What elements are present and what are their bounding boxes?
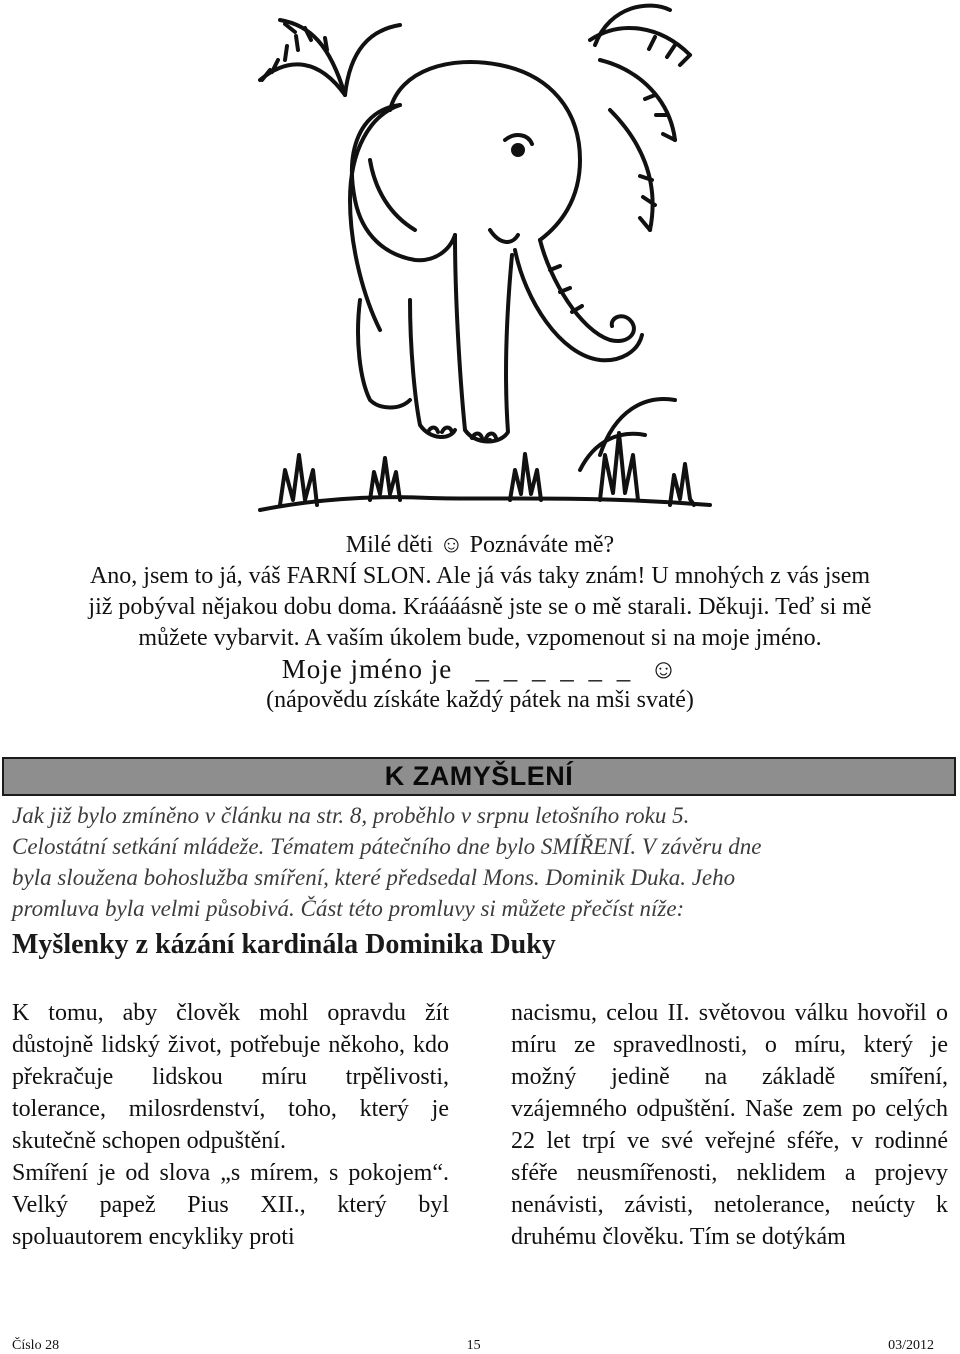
intro-block [0, 530, 960, 716]
intro-line-2: již pobýval nějakou dobu doma. Kráááásně jste se o mě starali. Děkuji. Teď si mě [88, 594, 872, 620]
intro-line-1: Ano, jsem to já, váš FARNÍ SLON. Ale já vás taky znám! U mnohých z vás jsem [89, 563, 871, 589]
section-intro-line: Celostátní setkání mládeže. Tématem pátečního dne bylo SMÍŘENÍ. V závěru dne [12, 834, 762, 859]
palm-tree-left [260, 20, 400, 95]
section-intro-line: byla sloužena bohoslužba smíření, které předsedal Mons. Dominik Duka. Jeho [12, 865, 736, 890]
name-prefix: Moje jméno je [281, 654, 453, 684]
section-intro-line: promluva byla velmi působivá. Část této promluvy si můžete přečíst níže: [12, 896, 685, 921]
hint: (nápovědu získáte každý pátek na mši svaté) [266, 687, 694, 713]
intro-line-3: můžete vybarvit. A vaším úkolem bude, vzpomenout si na moje jméno. [138, 625, 822, 651]
sermon-title: Myšlenky z kázání kardinála Dominika Duky [12, 929, 556, 960]
palm-tree-right [590, 6, 690, 230]
section-title: K ZAMYŠLENÍ [384, 761, 574, 791]
grass [260, 399, 710, 510]
smiley-icon: ☺ [649, 654, 679, 684]
elephant [350, 62, 642, 442]
column-left-paragraph-1: K tomu, aby člověk mohl opravdu žít důstojně lidský život, potřebuje někoho, kdo překračuje lidskou míru trpělivosti, tolerance, milosrdenství, toho, který je skutečně schopen odpuštění. [12, 1000, 449, 1154]
greeting: Milé děti ☺ Poznáváte mě? [345, 532, 615, 558]
column-right [511, 997, 948, 1253]
elephant-illustration [250, 0, 720, 522]
name-riddle [0, 654, 960, 685]
page-number: 15 [466, 1338, 481, 1353]
page-footer [12, 1338, 934, 1354]
issue-date: 03/2012 [888, 1338, 934, 1353]
issue-number: Číslo 28 [12, 1338, 60, 1353]
column-left-paragraph-2: Smíření je od slova „s mírem, s pokojem“. Velký papež Pius XII., který byl spoluautorem encykliky proti [12, 1160, 449, 1250]
column-right-paragraph-1: nacismu, celou II. světovou válku hovořil o míru ze spravedlnosti, o míru, který je možný jedině na základě smíření, vzájemného odpuštění. Naše zem po celých 22 let trpí ve své veřejné sféře, v rodinné sféře neusmířenosti, neklidem a projevy nenávisti, závisti, netolerance, neúcty k druhému člověku. Tím se dotýkám [511, 1000, 948, 1250]
column-left [12, 997, 449, 1253]
section-intro [12, 800, 948, 924]
name-blanks: _ _ _ _ _ _ [475, 654, 635, 684]
section-intro-line: Jak již bylo zmíněno v článku na str. 8, proběhlo v srpnu letošního roku 5. [12, 803, 690, 828]
section-heading-box [2, 757, 956, 796]
